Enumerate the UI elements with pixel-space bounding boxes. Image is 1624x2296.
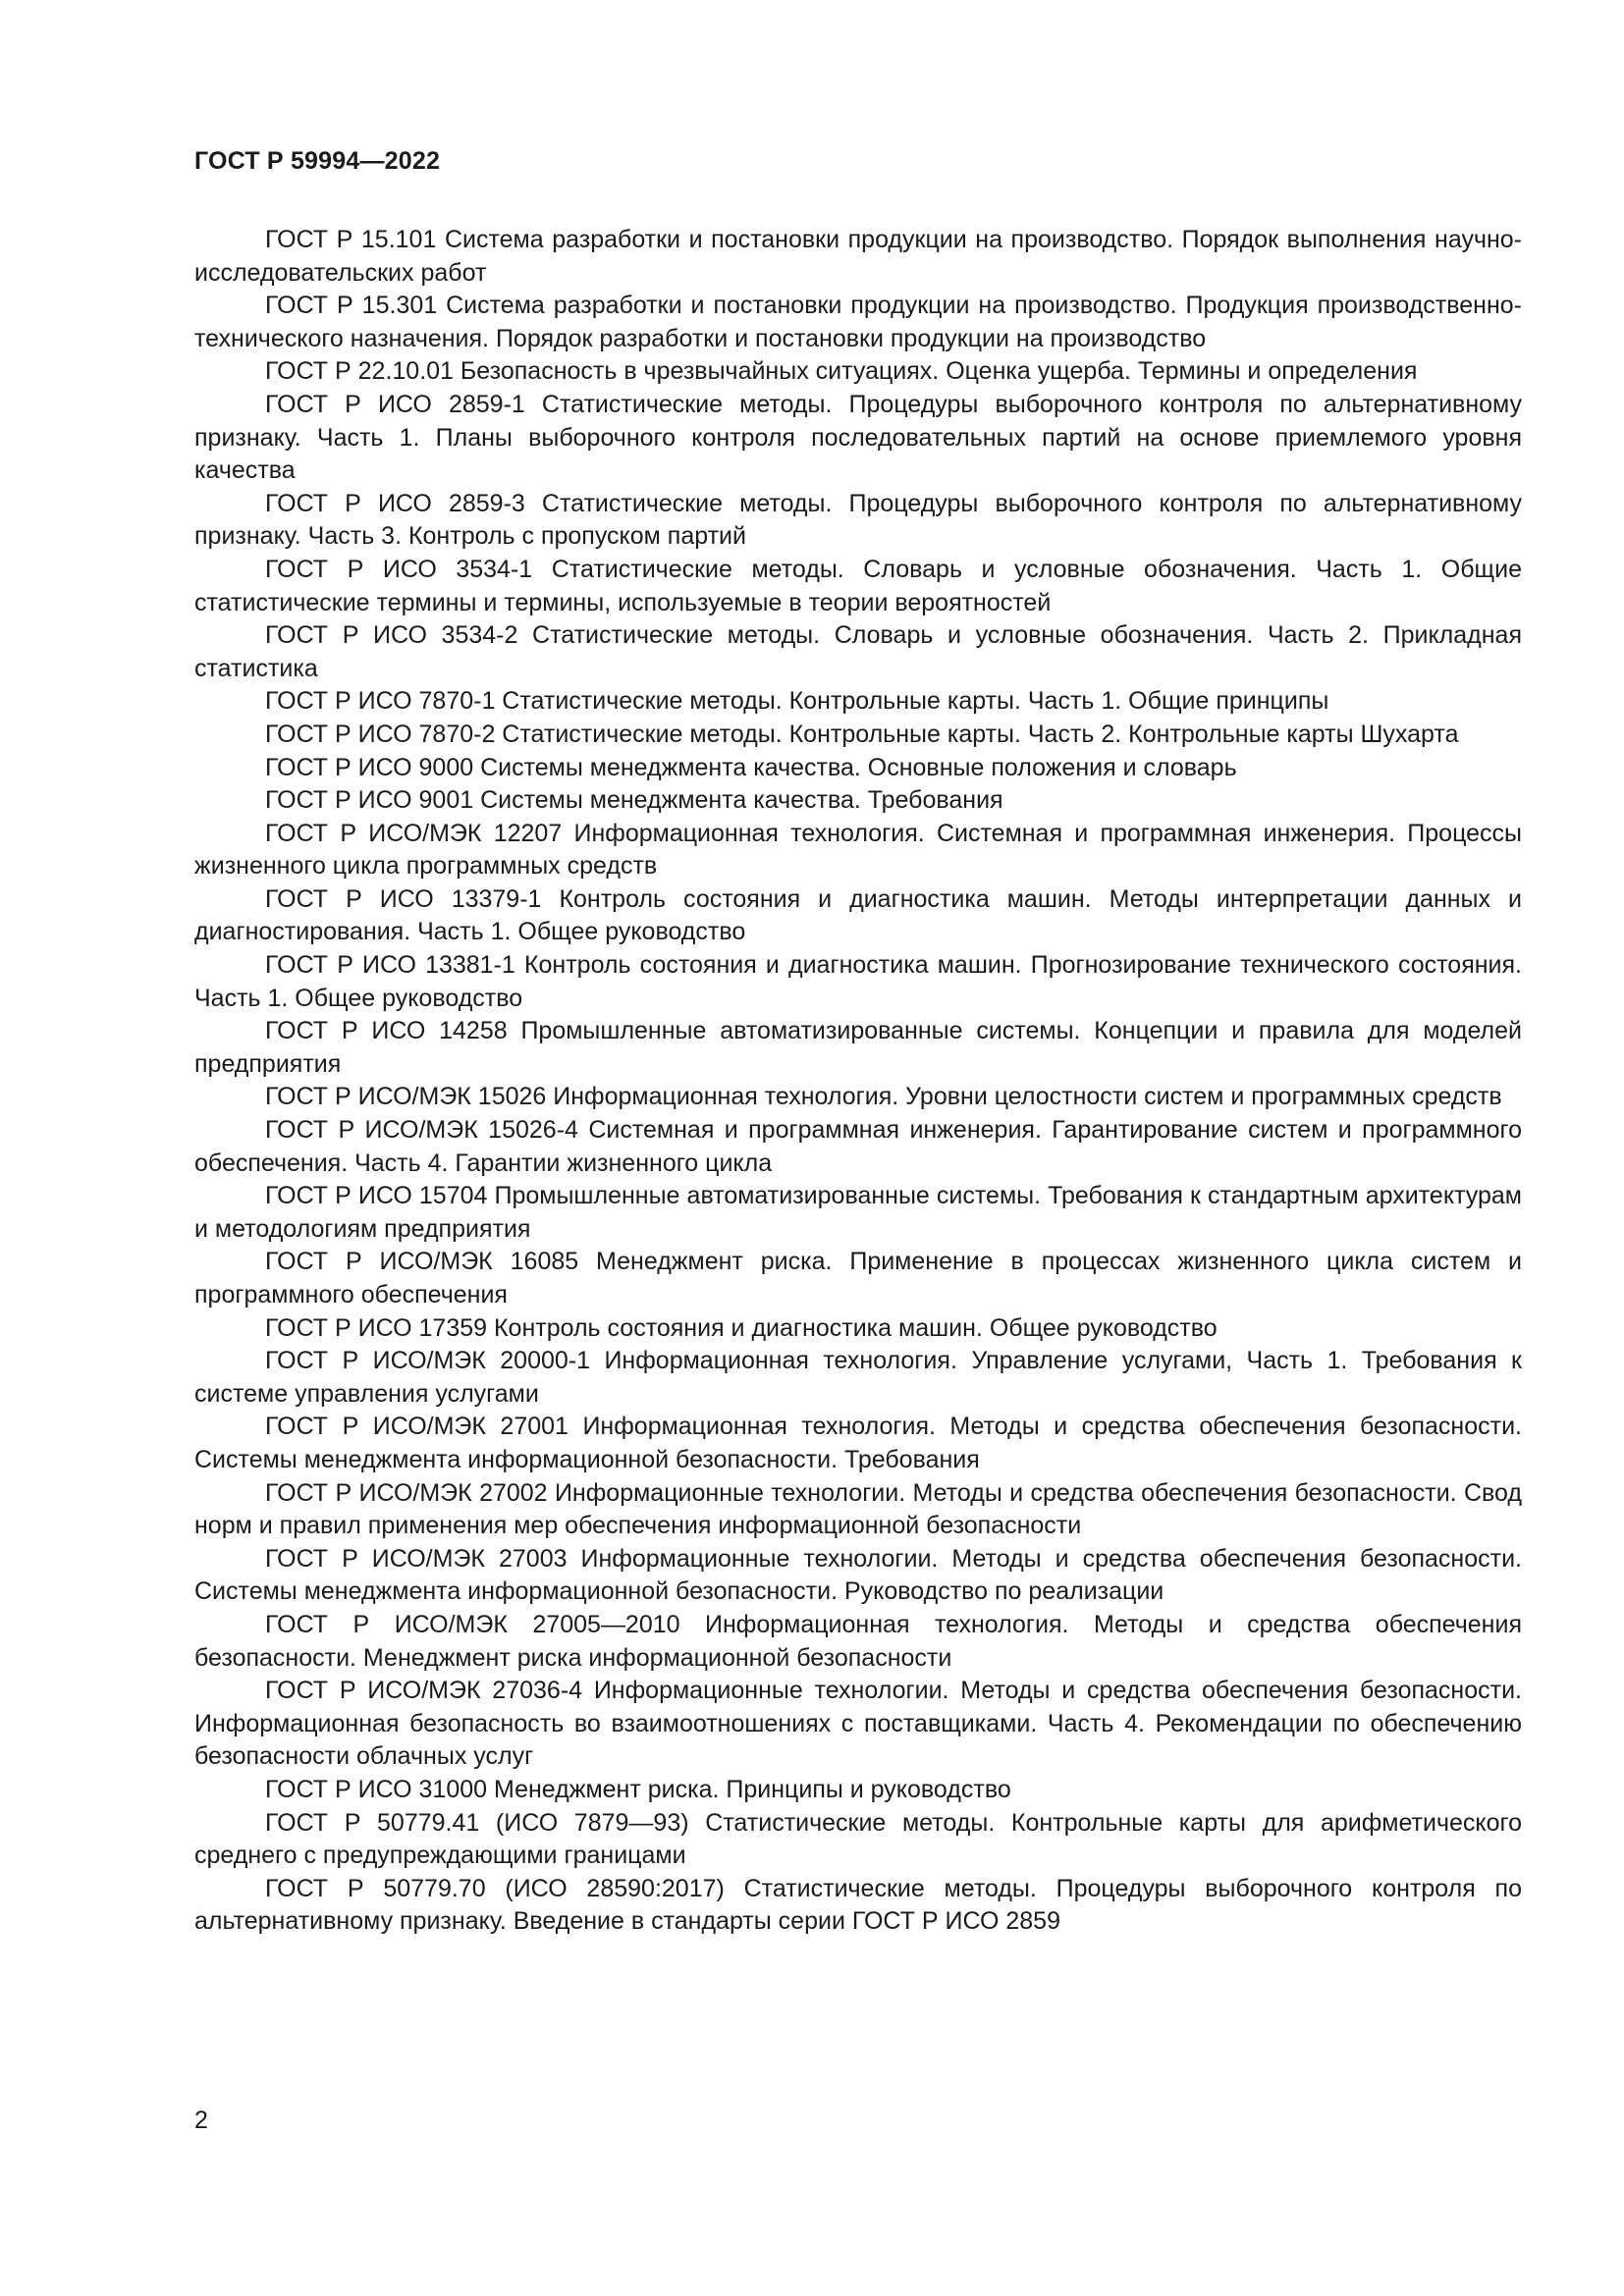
- reference-item: ГОСТ Р ИСО 15704 Промышленные автоматизированные системы. Требования к стандартным архитектурам и методологиям предприятия: [194, 1182, 1522, 1243]
- normative-references-list: [194, 224, 1522, 1939]
- reference-item: ГОСТ Р ИСО/МЭК 15026 Информационная технология. Уровни целостности систем и программных средств: [265, 1083, 1502, 1111]
- reference-item: ГОСТ Р ИСО 3534-2 Статистические методы. Словарь и условные обозначения. Часть 2. Прикладная статистика: [194, 621, 1522, 682]
- reference-item: ГОСТ Р ИСО/МЭК 27001 Информационная технология. Методы и средства обеспечения безопасности. Системы менеджмента информационной безопасности. Требования: [194, 1413, 1522, 1473]
- reference-item: ГОСТ Р ИСО 13381-1 Контроль состояния и диагностика машин. Прогнозирование технического состояния. Часть 1. Общее руководство: [194, 951, 1522, 1012]
- reference-item: ГОСТ Р ИСО 31000 Менеджмент риска. Принципы и руководство: [265, 1775, 1011, 1803]
- reference-item: ГОСТ Р ИСО/МЭК 20000-1 Информационная технология. Управление услугами, Часть 1. Требования к системе управления услугами: [194, 1347, 1522, 1408]
- reference-item: ГОСТ Р 15.101 Система разработки и постановки продукции на производство. Порядок выполнения научно-исследовательских работ: [194, 226, 1522, 287]
- reference-item: ГОСТ Р ИСО 2859-3 Статистические методы. Процедуры выборочного контроля по альтернативному признаку. Часть 3. Контроль с пропуском партий: [194, 489, 1522, 551]
- reference-item: ГОСТ Р ИСО 17359 Контроль состояния и диагностика машин. Общее руководство: [265, 1313, 1218, 1342]
- reference-item: ГОСТ Р ИСО 7870-2 Статистические методы. Контрольные карты. Часть 2. Контрольные карты Шухарта: [265, 720, 1459, 748]
- reference-item: ГОСТ Р ИСО/МЭК 27003 Информационные технологии. Методы и средства обеспечения безопасности. Системы менеджмента информационной безопасности. Руководство по реализации: [194, 1544, 1522, 1606]
- reference-item: ГОСТ Р 22.10.01 Безопасность в чрезвычайных ситуациях. Оценка ущерба. Термины и определения: [265, 357, 1418, 386]
- reference-item: ГОСТ Р 50779.70 (ИСО 28590:2017) Статистические методы. Процедуры выборочного контроля по альтернативному признаку. Введение в стандарты серии ГОСТ Р ИСО 2859: [194, 1874, 1522, 1936]
- reference-item: ГОСТ Р ИСО/МЭК 27002 Информационные технологии. Методы и средства обеспечения безопасности. Свод норм и правил применения мер обеспечения информационной безопасности: [194, 1478, 1522, 1540]
- reference-item: ГОСТ Р ИСО/МЭК 16085 Менеджмент риска. Применение в процессах жизненного цикла систем и программного обеспечения: [194, 1248, 1522, 1308]
- reference-item: ГОСТ Р ИСО 7870-1 Статистические методы. Контрольные карты. Часть 1. Общие принципы: [265, 687, 1329, 716]
- reference-item: ГОСТ Р ИСО 3534-1 Статистические методы. Словарь и условные обозначения. Часть 1. Общие статистические термины и термины, используемые в теории вероятностей: [194, 555, 1522, 616]
- document-code-header: ГОСТ Р 59994—2022: [194, 147, 441, 175]
- reference-item: ГОСТ Р 15.301 Система разработки и постановки продукции на производство. Продукция производственно-технического назначения. Порядок разработки и постановки продукции на производство: [194, 292, 1522, 352]
- reference-item: ГОСТ Р ИСО/МЭК 27036-4 Информационные технологии. Методы и средства обеспечения безопасности. Информационная безопасность во взаимоотношениях с поставщиками. Часть 4. Рекомендации по обеспечению безопасности облачных услуг: [194, 1677, 1522, 1771]
- reference-item: ГОСТ Р ИСО 2859-1 Статистические методы. Процедуры выборочного контроля по альтернативному признаку. Часть 1. Планы выборочного контроля последовательных партий на основе приемлемого уровня качества: [194, 390, 1522, 485]
- reference-item: ГОСТ Р ИСО 13379-1 Контроль состояния и диагностика машин. Методы интерпретации данных и диагностирования. Часть 1. Общее руководство: [194, 884, 1522, 946]
- reference-item: ГОСТ Р ИСО 14258 Промышленные автоматизированные системы. Концепции и правила для моделей предприятия: [194, 1017, 1522, 1078]
- reference-item: ГОСТ Р ИСО/МЭК 15026-4 Системная и программная инженерия. Гарантирование систем и программного обеспечения. Часть 4. Гарантии жизненного цикла: [194, 1116, 1522, 1177]
- page-number: 2: [194, 2107, 208, 2134]
- reference-item: ГОСТ Р ИСО 9001 Системы менеджмента качества. Требования: [265, 786, 1003, 815]
- reference-item: ГОСТ Р ИСО/МЭК 27005—2010 Информационная технология. Методы и средства обеспечения безопасности. Менеджмент риска информационной безопасности: [194, 1610, 1522, 1672]
- reference-item: ГОСТ Р ИСО 9000 Системы менеджмента качества. Основные положения и словарь: [265, 753, 1237, 781]
- reference-item: ГОСТ Р 50779.41 (ИСО 7879—93) Статистические методы. Контрольные карты для арифметического среднего с предупреждающими границами: [194, 1808, 1522, 1870]
- reference-item: ГОСТ Р ИСО/МЭК 12207 Информационная технология. Системная и программная инженерия. Процессы жизненного цикла программных средств: [194, 819, 1522, 881]
